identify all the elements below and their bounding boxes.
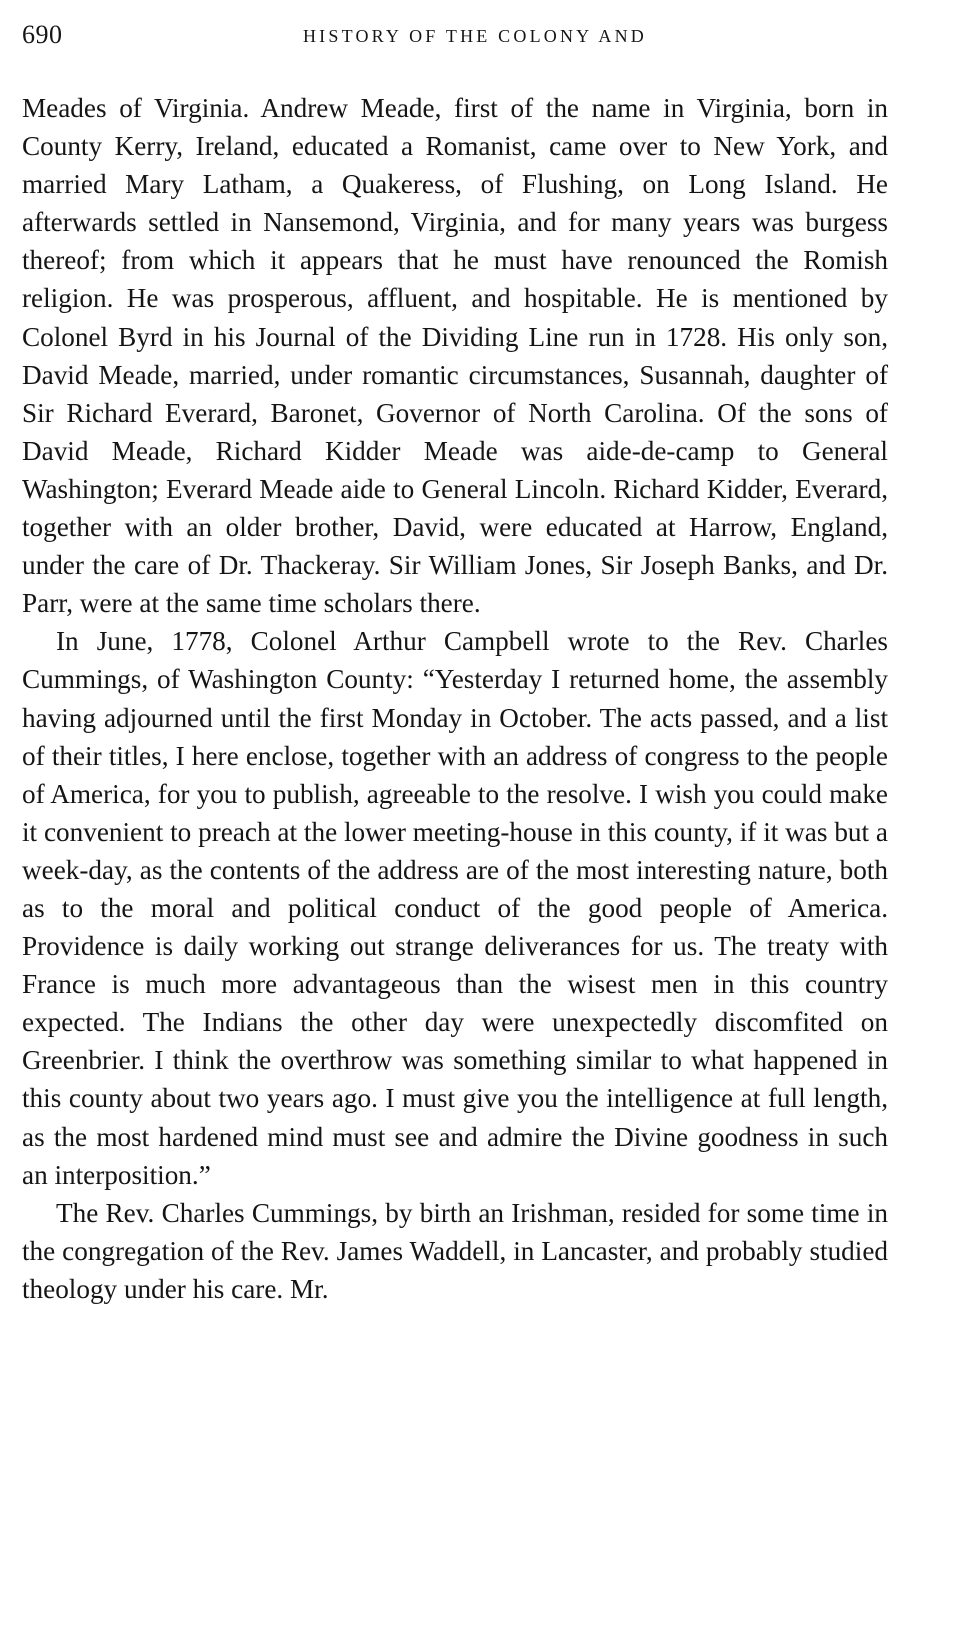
paragraph-continuation: Meades of Virginia. Andrew Meade, first of the name in Virginia, born in County Kerry, Ireland, educated a Romanist, came over to New York, and married Mary Latham, a Quakeress, of Flushing, on Long Island. He afterwards settled in Nansemond, Virginia, and for many years was burgess thereof; from which it appears that he must have renounced the Romish religion. He was prosperous, affluent, and hospitable. He is mentioned by Colonel Byrd in his Journal of the Dividing Line run in 1728. His only son, David Meade, married, under romantic circumstances, Susannah, daughter of Sir Richard Everard, Baronet, Governor of North Carolina. Of the sons of David Meade, Richard Kidder Meade was aide-de-camp to General Washington; Everard Meade aide to General Lincoln. Richard Kidder, Everard, together with an older brother, David, were educated at Harrow, England, under the care of Dr. Thackeray. Sir William Jones, Sir Joseph Banks, and Dr. Parr, were at the same time scholars there. xyxy=(22,93,888,619)
paragraph-campbell-letter: In June, 1778, Colonel Arthur Campbell wrote to the Rev. Charles Cummings, of Washington County: “Yesterday I returned home, the assembly having adjourned until the first Monday in October. The acts passed, and a list of their titles, I here enclose, together with an address of congress to the people of America, for you to publish, agreeable to the resolve. I wish you could make it convenient to preach at the lower meeting-house in this county, if it was but a week-day, as the contents of the address are of the most interesting nature, both as to the moral and political conduct of the good people of America. Providence is daily working out strange deliverances for us. The treaty with France is much more advantageous than the wisest men in this country expected. The Indians the other day were unexpectedly discomfited on Greenbrier. I think the overthrow was something similar to what happened in this county about two years ago. I must give you the intelligence at full length, as the most hardened mind must see and admire the Divine goodness in such an interposition.” xyxy=(22,626,888,1190)
paragraph-cummings: The Rev. Charles Cummings, by birth an Irishman, resided for some time in the congregation of the Rev. James Waddell, in Lancaster, and probably studied theology under his care. Mr. xyxy=(22,1197,888,1304)
book-page xyxy=(22,0,888,1640)
running-head xyxy=(22,20,888,52)
page-number: 690 xyxy=(22,20,63,49)
running-title: HISTORY OF THE COLONY AND xyxy=(302,26,648,46)
body-text xyxy=(22,89,888,1308)
